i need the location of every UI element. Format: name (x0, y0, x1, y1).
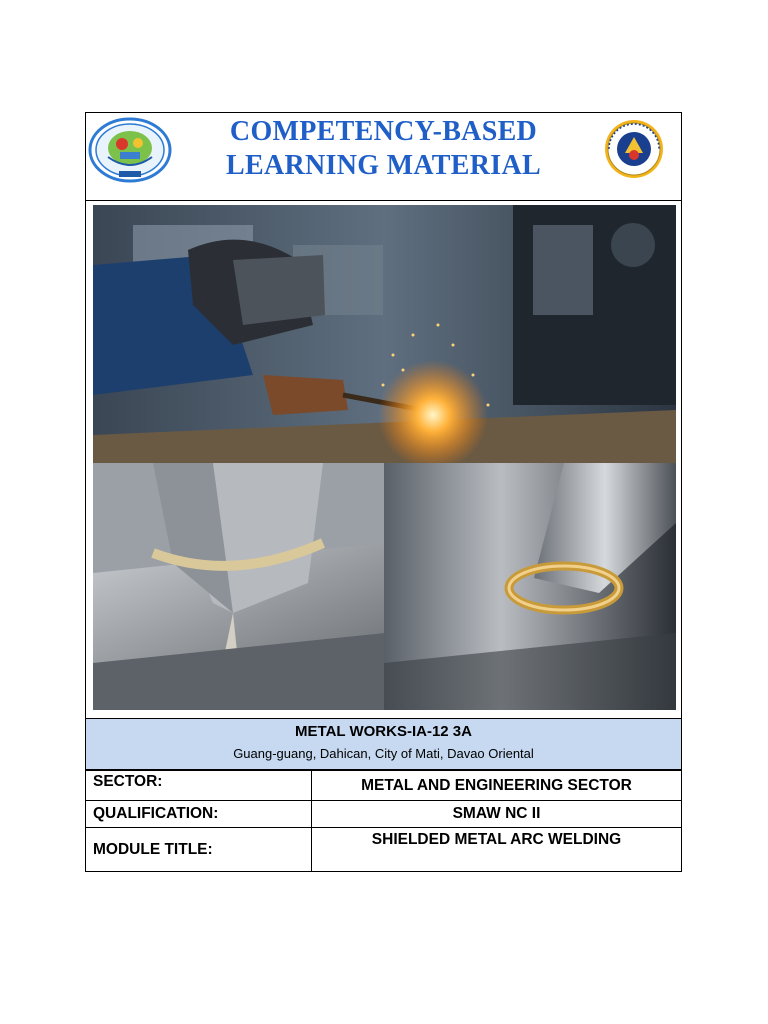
school-name: METAL WORKS-IA-12 3A (295, 723, 472, 740)
pipe-weld-photo (384, 463, 676, 710)
document-title (196, 115, 571, 183)
title-line-2: LEARNING MATERIAL (226, 150, 541, 181)
school-address: Guang-guang, Dahican, City of Mati, Davao Oriental (233, 746, 534, 761)
school-seal-logo (88, 117, 172, 183)
qualification-value: SMAW NC II (312, 801, 682, 828)
table-row-module-title (86, 828, 682, 872)
module-title-label: MODULE TITLE: (86, 828, 312, 872)
sector-label: SECTOR: (86, 771, 312, 801)
table-row-qualification (86, 801, 682, 828)
module-details-table (85, 770, 682, 872)
qualification-label: QUALIFICATION: (86, 801, 312, 828)
university-seal-logo (595, 119, 673, 179)
table-row-sector (86, 771, 682, 801)
welder-at-work-photo (93, 205, 676, 463)
title-line-1: COMPETENCY-BASED (229, 116, 538, 147)
school-info-band (85, 718, 682, 770)
t-joint-weld-photo (93, 463, 384, 710)
sector-value: METAL AND ENGINEERING SECTOR (312, 771, 682, 801)
cover-header (85, 112, 682, 201)
module-title-value: SHIELDED METAL ARC WELDING (312, 828, 682, 872)
cover-image-collage (85, 201, 682, 719)
